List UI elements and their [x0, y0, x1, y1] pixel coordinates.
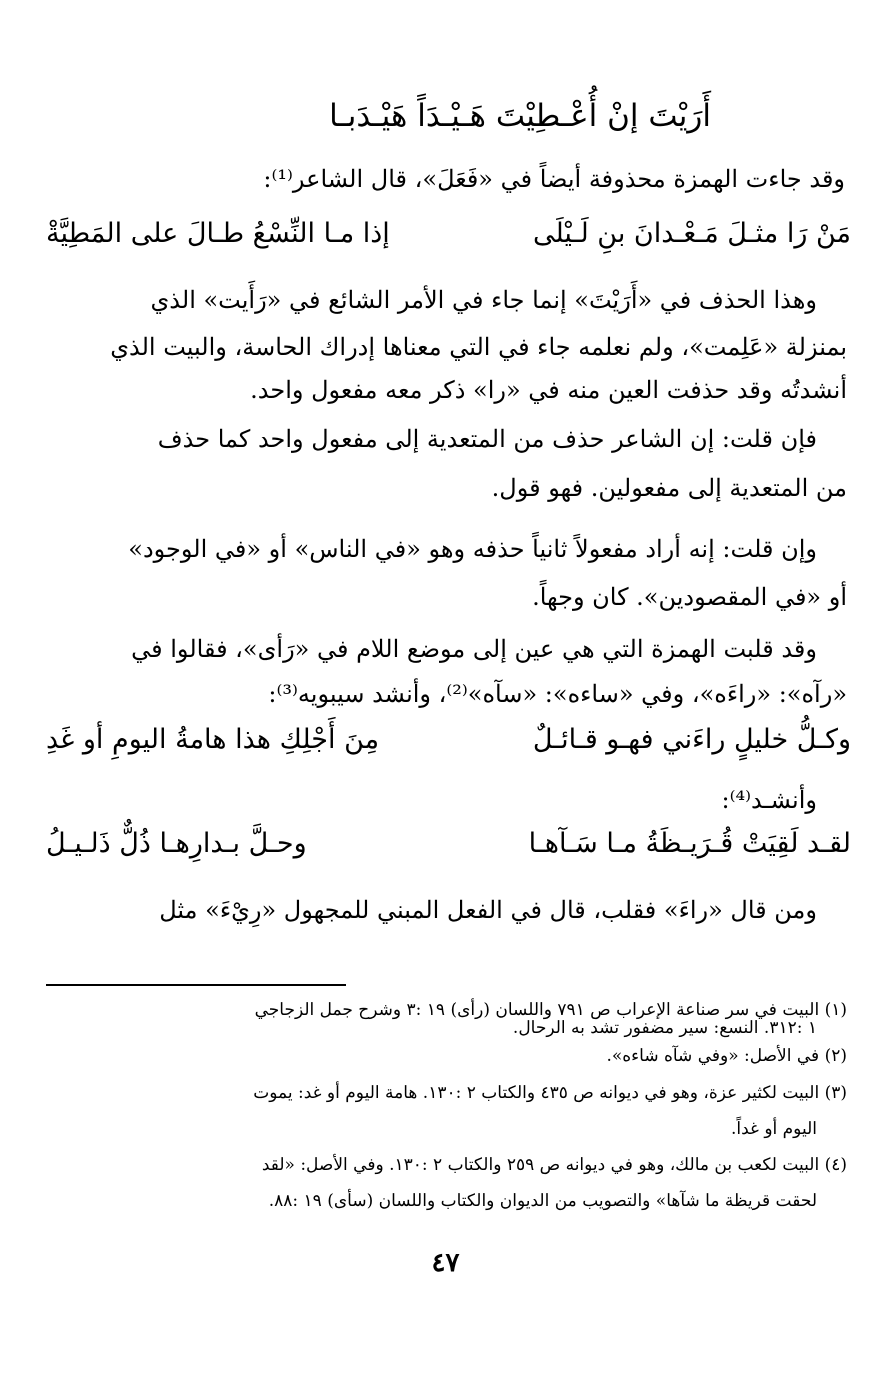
text-line-1: وقد جاءت الهمزة محذوفة أيضاً في «فَعَلَ»، قال الشاعر⁽¹⁾:	[263, 165, 845, 193]
text-line-11: وأنشـد⁽⁴⁾:	[721, 786, 817, 814]
text-line-5: فإن قلت: إن الشاعر حذف من المتعدية إلى مفعول واحد كما حذف	[157, 425, 817, 453]
footnote-separator	[46, 984, 346, 986]
footnote-4-line-2: لحقت قريظة ما شآها» والتصويب من الديوان والكتاب واللسان (سأى) ١٩ :٨٨.	[268, 1191, 817, 1211]
top-verse: أَرَيْتَ إنْ أُعْـطِيْتَ هَـيْـدَاً هَيْـدَبـا	[329, 98, 711, 134]
footnote-2: (٢) في الأصل: «وفي شآه شاءه».	[606, 1046, 847, 1066]
text-line-3: بمنزلة «عَلِمت»، ولم نعلمه جاء في التي معناها إدراك الحاسة، والبيت الذي	[110, 333, 847, 361]
footnote-1-line-1: (١) البيت في سر صناعة الإعراب ص ٧٩١ واللسان (رأى) ١٩ :٣ وشرح جمل الزجاجي	[254, 1000, 847, 1020]
verse-2-hemistich-2: مِنَ أَجْلِكِ هذا هامةُ اليومِ أو غَدِ	[46, 724, 380, 755]
page-number: ٤٧	[431, 1248, 460, 1278]
text-line-2: وهذا الحذف في «أَرَيْتَ» إنما جاء في الأمر الشائع في «رَأَيت» الذي	[150, 286, 817, 314]
footnote-3-line-1: (٣) البيت لكثير عزة، وهو في ديوانه ص ٤٣٥ والكتاب ٢ :١٣٠. هامة اليوم أو غد: يموت	[253, 1083, 847, 1103]
footnote-3-line-2: اليوم أو غداً.	[730, 1119, 817, 1139]
text-line-7: وإن قلت: إنه أراد مفعولاً ثانياً حذفه وهو «في الناس» أو «في الوجود»	[128, 535, 817, 563]
verse-1	[46, 218, 851, 258]
text-line-6: من المتعدية إلى مفعولين. فهو قول.	[491, 474, 847, 502]
footnote-4-line-1: (٤) البيت لكعب بن مالك، وهو في ديوانه ص ٢٥٩ والكتاب ٢ :١٣٠. وفي الأصل: «لقد	[261, 1155, 847, 1175]
text-line-10: «رآه»: «راءَه»، وفي «ساءه»: «سآه»⁽²⁾، وأنشد سيبويه⁽³⁾:	[268, 680, 847, 708]
text-line-8: أو «في المقصودين». كان وجهاً.	[532, 583, 847, 611]
text-line-9: وقد قلبت الهمزة التي هي عين إلى موضع اللام في «رَأى»، فقالوا في	[131, 635, 817, 663]
text-line-12: ومن قال «راءَ» فقلب، قال في الفعل المبني للمجهول «رِيْءَ» مثل	[159, 896, 817, 924]
verse-3-hemistich-1: لقـد لَقِيَتْ قُـرَيـظَةُ مـا سَـآهـا	[528, 828, 851, 859]
verse-3-hemistich-2: وحـلَّ بـدارِهـا ذُلٌّ ذَلـيـلُ	[46, 828, 307, 859]
verse-3	[46, 828, 851, 868]
verse-2	[46, 724, 851, 764]
verse-2-hemistich-1: وكـلُّ خليلٍ راءَني فهـو قـائـلٌ	[532, 724, 851, 755]
verse-1-hemistich-1: مَنْ رَا مثـلَ مَـعْـدانَ بنِ لَـيْلَى	[532, 218, 851, 249]
text-line-4: أنشدتُه وقد حذفت العين منه في «را» ذكر معه مفعول واحد.	[250, 376, 847, 404]
footnote-1-line-2: ١ :٣١٢. النسع: سير مضفور تشد به الرحال.	[512, 1018, 817, 1038]
verse-1-hemistich-2: إذا مـا النِّسْعُ طـالَ على المَطِيَّةْ	[46, 218, 390, 249]
